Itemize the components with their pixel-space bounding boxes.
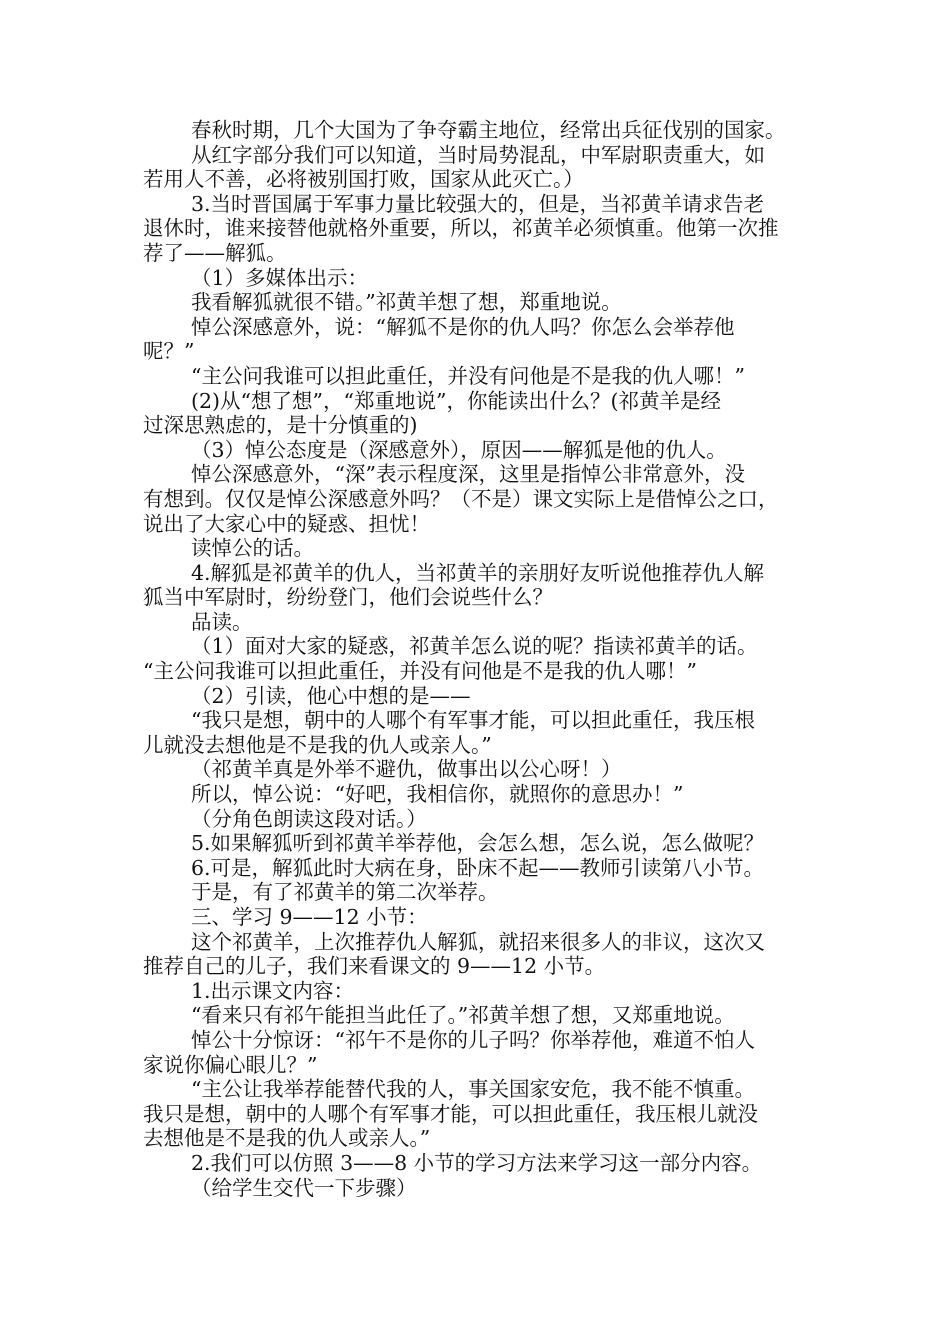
text-line: “主公问我谁可以担此重任，并没有问他是不是我的仇人哪！” xyxy=(191,363,745,388)
text-line: 三、学习 9——12 小节： xyxy=(191,905,428,929)
text-line: 呢？” xyxy=(143,339,195,364)
text-line: （给学生交代一下步骤） xyxy=(191,1175,417,1200)
text-line: 家说你偏心眼儿？” xyxy=(143,1052,318,1077)
text-line: 去想他是不是我的仇人或亲人。” xyxy=(143,1126,431,1151)
text-line: 从红字部分我们可以知道，当时局势混乱，中军尉职责重大，如 xyxy=(191,142,765,167)
text-line: 荐了——解狐。 xyxy=(143,240,287,265)
text-line: （分角色朗读这段对话。） xyxy=(191,806,427,831)
text-line: 1.出示课文内容： xyxy=(191,978,355,1003)
text-line: 4.解狐是祁黄羊的仇人，当祁黄羊的亲朋好友听说他推荐仇人解 xyxy=(191,560,765,585)
text-line: 于是，有了祁黄羊的第二次举荐。 xyxy=(191,880,499,905)
text-line: （1）面对大家的疑惑，祁黄羊怎么说的呢？指读祁黄羊的话。 xyxy=(191,634,758,659)
text-line: 品读。 xyxy=(191,609,253,634)
text-line: 读悼公的话。 xyxy=(191,536,314,561)
text-line: 悼公十分惊讶：“祁午不是你的儿子吗？你举荐他，难道不怕人 xyxy=(191,1027,755,1052)
text-line: 所以，悼公说：“好吧，我相信你，就照你的意思办！” xyxy=(191,782,684,807)
text-line: 说出了大家心中的疑惑、担忧！ xyxy=(143,511,430,536)
text-line: （祁黄羊真是外举不避仇，做事出以公心呀！） xyxy=(191,757,622,782)
text-line: “我只是想，朝中的人哪个有军事才能，可以担此重任，我压根 xyxy=(191,708,755,733)
document-body xyxy=(143,118,807,1200)
text-line: 春秋时期，几个大国为了争夺霸主地位，经常出兵征伐别的国家。 xyxy=(191,118,786,142)
text-line: 3.当时晋国属于军事力量比较强大的，但是，当祁黄羊请求告老 xyxy=(191,191,765,216)
text-line: 有想到。仅仅是悼公深感意外吗？（不是）课文实际上是借悼公之口， xyxy=(143,486,779,511)
text-line: “主公让我举荐能替代我的人，事关国家安危，我不能不慎重。 xyxy=(191,1077,755,1102)
text-line: 我只是想，朝中的人哪个有军事才能，可以担此重任，我压根儿就没 xyxy=(143,1101,758,1126)
text-line: 若用人不善，必将被别国打败，国家从此灭亡。） xyxy=(143,167,584,192)
text-line: 退休时，谁来接替他就格外重要，所以，祁黄羊必须慎重。他第一次推 xyxy=(143,216,779,241)
text-line: 推荐自己的儿子，我们来看课文的 9——12 小节。 xyxy=(143,954,606,979)
text-line: (2)从“想了想”，“郑重地说”，你能读出什么？(祁黄羊是经 xyxy=(191,388,721,413)
text-line: 5.如果解狐听到祁黄羊举荐他，会怎么想，怎么说，怎么做呢？ xyxy=(191,831,765,856)
text-line: 2.我们可以仿照 3——8 小节的学习方法来学习这一部分内容。 xyxy=(191,1150,763,1175)
text-line: 悼公深感意外，说：“解狐不是你的仇人吗？你怎么会举荐他 xyxy=(191,314,735,339)
text-line: 狐当中军尉时，纷纷登门，他们会说些什么？ xyxy=(143,585,553,610)
text-line: （1）多媒体出示： xyxy=(191,265,369,290)
text-line: “主公问我谁可以担此重任，并没有问他是不是我的仇人哪！” xyxy=(143,659,697,684)
text-line: 这个祁黄羊，上次推荐仇人解狐，就招来很多人的非议，这次又 xyxy=(191,929,765,954)
text-line: 儿就没去想他是不是我的仇人或亲人。” xyxy=(143,732,492,757)
text-line: “看来只有祁午能担当此任了。”祁黄羊想了想，又郑重地说。 xyxy=(191,1003,735,1028)
text-line: 6.可是，解狐此时大病在身，卧床不起——教师引读第八小节。 xyxy=(191,855,765,880)
text-line: 悼公深感意外，“深”表示程度深，这里是指悼公非常意外，没 xyxy=(191,462,745,487)
text-line: （3）悼公态度是（深感意外），原因——解狐是他的仇人。 xyxy=(191,437,727,462)
text-line: 过深思熟虑的，是十分慎重的) xyxy=(143,413,418,438)
text-line: （2）引读，他心中想的是—— xyxy=(191,683,471,708)
text-line: 我看解狐就很不错。”祁黄羊想了想，郑重地说。 xyxy=(191,290,622,315)
